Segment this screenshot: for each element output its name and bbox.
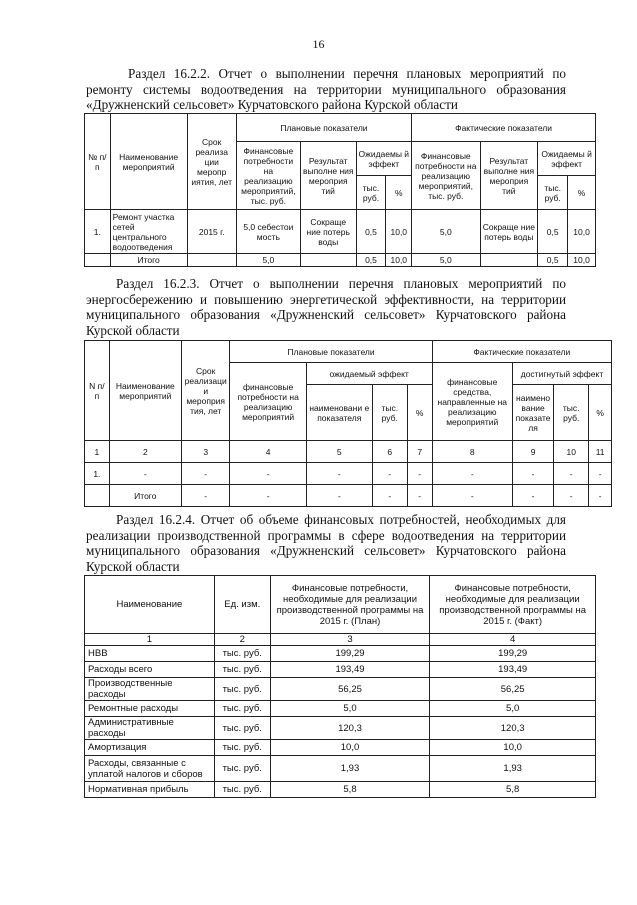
table-row: Ремонтные расходы тыс. руб. 5,0 5,0 (85, 701, 596, 717)
th-ind-fact: наимено вание показате ля (512, 385, 553, 441)
th-fact: Финансовые потребности, необходимые для реализации производственной программы на 2015 г. (Факт) (430, 576, 596, 634)
th-term: Срок реализа ции меропр иятия, лет (187, 114, 236, 210)
th-term: Срок реализаци и мероприя тия, лет (181, 341, 230, 441)
table-16-2-2 (84, 113, 596, 267)
th-trub-fact: тыс. руб. (538, 176, 568, 210)
th-fin-fact: Финансовые потребности на реализацию мероприятий, тыс. руб. (412, 142, 480, 210)
th-plan: Финансовые потребности, необходимые для реализации производственной программы на 2015 г. (План) (270, 576, 430, 634)
table-row: 1. Ремонт участка сетей центрального водоотведения 2015 г. 5,0 себестои мость Сокраще ние потерь воды 0,5 10,0 5,0 Сокраще ние потерь воды 0,5 10,0 (85, 210, 596, 254)
th-plan: Плановые показатели (236, 114, 411, 142)
section-heading-16-2-2: Раздел 16.2.2. Отчет о выполнении перечня плановых мероприятий по ремонту системы водоотведения на территории муниципального образования «Дружненский сельсовет» Курчатовского района Курской области (86, 66, 566, 112)
th-fin-fact: финансовые средства, направленные на реализацию мероприятий (432, 363, 512, 441)
table-row: Нормативная прибыль тыс. руб. 5,8 5,8 (85, 782, 596, 798)
table-row: Производственные расходы тыс. руб. 56,25 56,25 (85, 678, 596, 701)
table-total-row: Итого - - - - - - - - - (85, 485, 612, 507)
th-fact: Фактические показатели (412, 114, 596, 142)
section-heading-16-2-3: Раздел 16.2.3. Отчет о выполнении перечня плановых мероприятий по энергосбережению и повышению энергетической эффективности, на территории муниципального образования «Дружненский сельсовет» Курчатовского района Курской области (86, 276, 566, 338)
th-res: Результат выполне ния мероприя тий (300, 142, 356, 210)
table-row: Амортизация тыс. руб. 10,0 10,0 (85, 740, 596, 756)
th-eff-fact: достигнутый эффект (512, 363, 611, 385)
th-eff: Ожидаемы й эффект (356, 142, 412, 176)
table-16-2-3 (84, 340, 612, 507)
table-total-row: Итого 5,0 0,5 10,0 5,0 0,5 10,0 (85, 254, 596, 267)
th-ind: наименовани е показателя (306, 385, 372, 441)
th-pct: % (407, 385, 432, 441)
th-name: Наименование мероприятий (110, 114, 187, 210)
th-eff-fact: Ожидаемы й эффект (538, 142, 596, 176)
th-trub-fact: тыс. руб. (554, 385, 589, 441)
table-row: Расходы, связанные с уплатой налогов и сборов тыс. руб. 1,93 1,93 (85, 756, 596, 782)
th-name: Наименование мероприятий (109, 341, 181, 441)
th-res-fact: Результат выполне ния мероприя тий (480, 142, 538, 210)
table-row: НВВ тыс. руб. 199,29 199,29 (85, 646, 596, 662)
table-16-2-4 (84, 575, 596, 798)
th-name: Наименование (85, 576, 215, 634)
section-heading-16-2-4: Раздел 16.2.4. Отчет об объеме финансовых потребностей, необходимых для реализации производственной программы в сфере водоотведения на территории муниципального образования «Дружненский сельсовет» Курчатовского района Курской области (86, 512, 566, 574)
page-number: 16 (312, 37, 325, 51)
th-num: N п/п (85, 341, 110, 441)
th-fin: Финансовые потребности на реализацию мероприятий, тыс. руб. (236, 142, 300, 210)
table-row: Административные расходы тыс. руб. 120,3 120,3 (85, 717, 596, 740)
th-fact: Фактические показатели (432, 341, 611, 363)
th-eff: ожидаемый эффект (306, 363, 432, 385)
th-plan: Плановые показатели (230, 341, 432, 363)
th-num: № п/ п (85, 114, 111, 210)
th-pct-fact: % (568, 176, 596, 210)
table-row: Расходы всего тыс. руб. 193,49 193,49 (85, 662, 596, 678)
th-pct: % (386, 176, 412, 210)
th-trub: тыс. руб. (372, 385, 407, 441)
table-row: 1. - - - - - - - - - - (85, 463, 612, 485)
table-num-row: 1 2 3 4 (85, 634, 596, 646)
table-num-row: 1 2 3 4 5 6 7 8 9 10 11 (85, 441, 612, 463)
th-fin: финансовые потребности на реализацию мероприятий (230, 363, 306, 441)
th-unit: Ед. изм. (214, 576, 270, 634)
th-trub: тыс. руб. (356, 176, 386, 210)
th-pct-fact: % (589, 385, 612, 441)
